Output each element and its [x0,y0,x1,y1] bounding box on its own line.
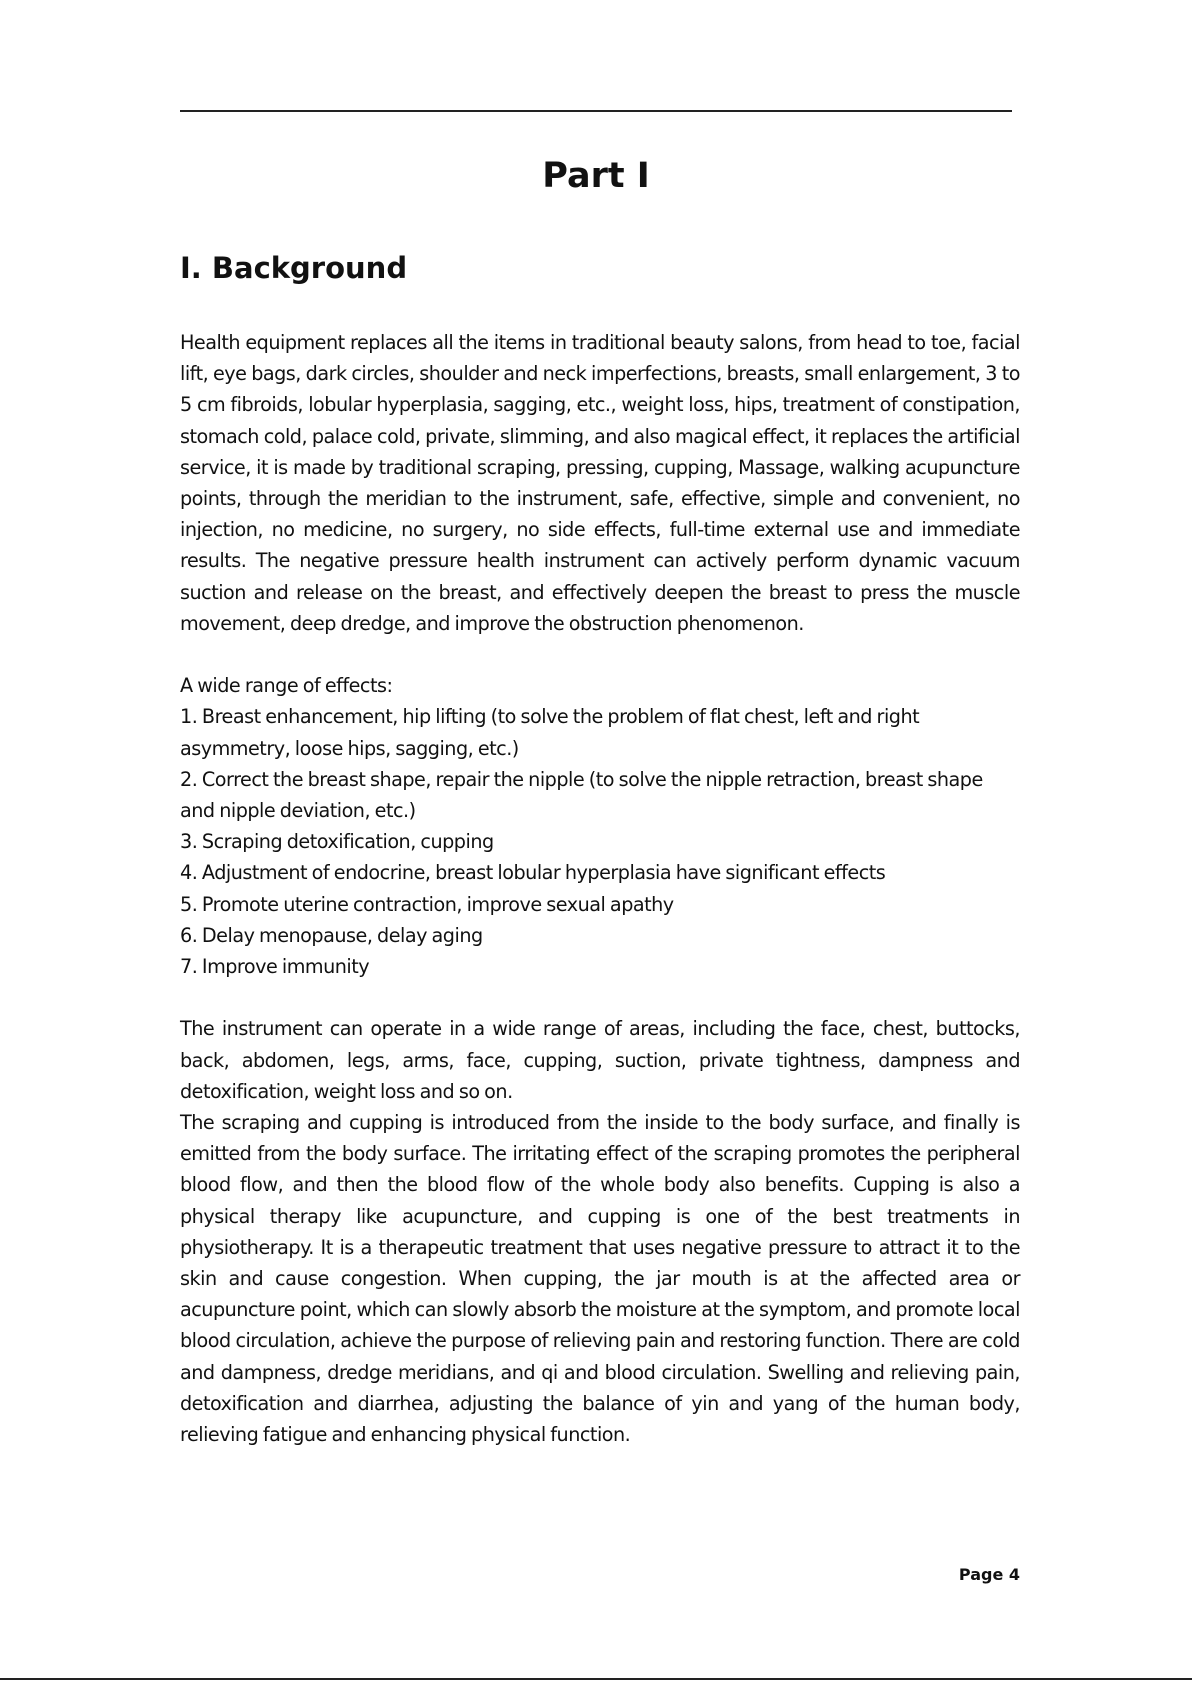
header-rule [180,110,1012,112]
effects-list-item: 2. Correct the breast shape, repair the nipple (to solve the nipple retraction, breast shape and nipple deviation, etc.) [180,767,983,823]
footer-rule [0,1678,1192,1680]
effects-list-item: 5. Promote uterine contraction, improve sexual apathy [180,892,674,916]
section-heading: I. Background [180,251,408,285]
paragraph-intro: Health equipment replaces all the items in traditional beauty salons, from head to toe, facial lift, eye bags, dark circles, shoulder and neck imperfections, breasts, small enlargement, 3 to 5 cm fibroids, lobular hyperplasia, sagging, etc., weight loss, hips, treatment of constipation, stomach cold, palace cold, private, slimming, and also magical effect, it replaces the artificial service, it is made by traditional scraping, pressing, cupping, Massage, walking acupuncture points, through the meridian to the instrument, safe, effective, simple and convenient, no injection, no medicine, no surgery, no side effects, full-time external use and immediate results. The negative pressure health instrument can actively perform dynamic vacuum suction and release on the breast, and effectively deepen the breast to press the muscle movement, deep dredge, and improve the obstruction phenomenon. [180,331,1020,635]
page-number: Page 4 [958,1565,1020,1584]
effects-list-item: 1. Breast enhancement, hip lifting (to solve the problem of flat chest, left and right asymmetry, loose hips, sagging, etc.) [180,705,920,760]
paragraph-gap [180,639,1020,670]
effects-list-item: 6. Delay menopause, delay aging [180,923,483,947]
effects-intro: A wide range of effects: [180,674,393,698]
paragraph-operating-areas: The instrument can operate in a wide range of areas, including the face, chest, buttocks, back, abdomen, legs, arms, face, cupping, suction, private tightness, dampness and detoxification, weight loss and so on. [180,1017,1020,1103]
effects-list-item: 7. Improve immunity [180,955,370,979]
effects-list [180,701,1020,982]
paragraph-gap [180,982,1020,1013]
body-content [180,327,1020,1450]
part-title: Part I [542,156,650,196]
paragraph-scraping-cupping: The scraping and cupping is introduced from the inside to the body surface, and finally is emitted from the body surface. The irritating effect of the scraping promotes the peripheral blood flow, and then the blood flow of the whole body also benefits. Cupping is also a physical therapy like acupuncture, and cupping is one of the best treatments in physiotherapy. It is a therapeutic treatment that uses negative pressure to attract it to the skin and cause congestion. When cupping, the jar mouth is at the affected area or acupuncture point, which can slowly absorb the moisture at the symptom, and promote local blood circulation, achieve the purpose of relieving pain and restoring function. There are cold and dampness, dredge meridians, and qi and blood circulation. Swelling and relieving pain, detoxification and diarrhea, adjusting the balance of yin and yang of the human body, relieving fatigue and enhancing physical function. [180,1111,1020,1447]
effects-list-item: 4. Adjustment of endocrine, breast lobular hyperplasia have significant effects [180,861,886,885]
effects-list-item: 3. Scraping detoxification, cupping [180,830,494,854]
